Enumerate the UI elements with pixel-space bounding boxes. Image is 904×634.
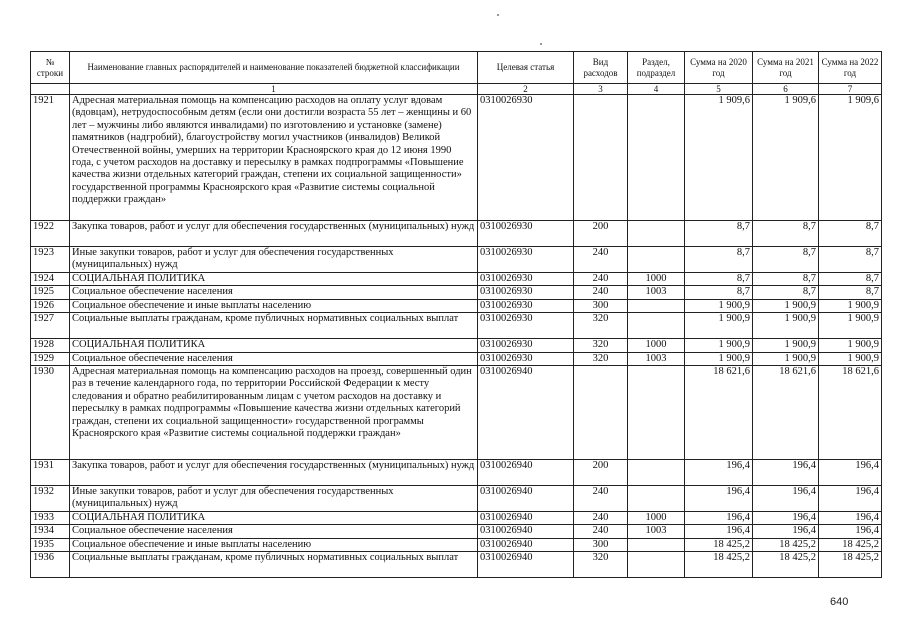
- scan-speck: [497, 14, 499, 16]
- budget-sheet: [30, 51, 881, 578]
- target-article: 0310026930: [478, 247, 574, 273]
- sum-2022: 8,7: [819, 221, 882, 247]
- table-row: [31, 339, 882, 352]
- row-number: 1932: [31, 486, 70, 512]
- row-number: 1926: [31, 299, 70, 312]
- column-number: 3: [574, 84, 628, 95]
- sum-2021: 196,4: [753, 525, 819, 538]
- sum-2020: 1 900,9: [685, 352, 753, 365]
- section-code: 1003: [628, 525, 685, 538]
- section-code: 1003: [628, 352, 685, 365]
- expense-type: 320: [574, 313, 628, 339]
- sum-2021: 8,7: [753, 221, 819, 247]
- sum-2022: 196,4: [819, 460, 882, 486]
- expense-type: 240: [574, 525, 628, 538]
- table-header-row: [31, 52, 882, 84]
- scan-speck: [540, 43, 542, 45]
- sum-2021: 196,4: [753, 486, 819, 512]
- table-row: [31, 299, 882, 312]
- row-number: 1933: [31, 512, 70, 525]
- sum-2021: 1 900,9: [753, 339, 819, 352]
- target-article: 0310026930: [478, 352, 574, 365]
- row-number: 1928: [31, 339, 70, 352]
- header-name: Наименование главных распорядителей и наименование показателей бюджетной классификации: [70, 52, 478, 84]
- section-code: [628, 486, 685, 512]
- column-number: [31, 84, 70, 95]
- row-name: Иные закупки товаров, работ и услуг для обеспечения государственных (муниципальных) нужд: [70, 486, 478, 512]
- sum-2020: 196,4: [685, 460, 753, 486]
- expense-type: 240: [574, 247, 628, 273]
- row-name: СОЦИАЛЬНАЯ ПОЛИТИКА: [70, 512, 478, 525]
- sum-2020: 18 621,6: [685, 366, 753, 460]
- section-code: [628, 313, 685, 339]
- sum-2022: 1 900,9: [819, 352, 882, 365]
- target-article: 0310026940: [478, 525, 574, 538]
- row-number: 1927: [31, 313, 70, 339]
- sum-2020: 8,7: [685, 286, 753, 299]
- table-row: [31, 313, 882, 339]
- sum-2022: 1 909,6: [819, 95, 882, 221]
- table-row: [31, 366, 882, 460]
- section-code: 1000: [628, 512, 685, 525]
- row-name: СОЦИАЛЬНАЯ ПОЛИТИКА: [70, 273, 478, 286]
- sum-2022: 8,7: [819, 247, 882, 273]
- target-article: 0310026940: [478, 552, 574, 578]
- row-name: Социальные выплаты гражданам, кроме публичных нормативных социальных выплат: [70, 552, 478, 578]
- table-row: [31, 552, 882, 578]
- target-article: 0310026930: [478, 286, 574, 299]
- row-name: Социальные выплаты гражданам, кроме публичных нормативных социальных выплат: [70, 313, 478, 339]
- target-article: 0310026930: [478, 273, 574, 286]
- table-row: [31, 221, 882, 247]
- target-article: 0310026930: [478, 313, 574, 339]
- sum-2020: 1 909,6: [685, 95, 753, 221]
- expense-type: [574, 366, 628, 460]
- sum-2021: 18 425,2: [753, 552, 819, 578]
- table-row: [31, 538, 882, 551]
- row-number: 1924: [31, 273, 70, 286]
- expense-type: 300: [574, 299, 628, 312]
- column-number: 6: [753, 84, 819, 95]
- target-article: 0310026930: [478, 221, 574, 247]
- row-number: 1936: [31, 552, 70, 578]
- header-target-article: Целевая статья: [478, 52, 574, 84]
- header-sum-2020: Сумма на 2020 год: [685, 52, 753, 84]
- row-name: СОЦИАЛЬНАЯ ПОЛИТИКА: [70, 339, 478, 352]
- sum-2021: 1 900,9: [753, 313, 819, 339]
- target-article: 0310026930: [478, 339, 574, 352]
- column-number: 7: [819, 84, 882, 95]
- header-row-number: № строки: [31, 52, 70, 84]
- row-name: Социальное обеспечение населения: [70, 286, 478, 299]
- section-code: 1000: [628, 339, 685, 352]
- section-code: [628, 95, 685, 221]
- expense-type: 320: [574, 352, 628, 365]
- sum-2020: 8,7: [685, 247, 753, 273]
- sum-2022: 8,7: [819, 273, 882, 286]
- sum-2020: 196,4: [685, 512, 753, 525]
- sum-2021: 8,7: [753, 286, 819, 299]
- section-code: [628, 552, 685, 578]
- row-name: Социальное обеспечение и иные выплаты населению: [70, 538, 478, 551]
- section-code: 1003: [628, 286, 685, 299]
- sum-2022: 18 621,6: [819, 366, 882, 460]
- sum-2020: 8,7: [685, 273, 753, 286]
- sum-2021: 1 909,6: [753, 95, 819, 221]
- section-code: [628, 221, 685, 247]
- sum-2022: 8,7: [819, 286, 882, 299]
- table-row: [31, 247, 882, 273]
- target-article: 0310026940: [478, 486, 574, 512]
- sum-2021: 18 621,6: [753, 366, 819, 460]
- sum-2020: 8,7: [685, 221, 753, 247]
- row-number: 1935: [31, 538, 70, 551]
- row-number: 1929: [31, 352, 70, 365]
- row-name: Иные закупки товаров, работ и услуг для обеспечения государственных (муниципальных) нужд: [70, 247, 478, 273]
- row-number: 1921: [31, 95, 70, 221]
- row-number: 1930: [31, 366, 70, 460]
- sum-2020: 18 425,2: [685, 552, 753, 578]
- row-name: Социальное обеспечение населения: [70, 352, 478, 365]
- section-code: [628, 366, 685, 460]
- sum-2021: 196,4: [753, 512, 819, 525]
- target-article: 0310026930: [478, 299, 574, 312]
- row-name: Закупка товаров, работ и услуг для обеспечения государственных (муниципальных) нужд: [70, 460, 478, 486]
- sum-2022: 196,4: [819, 486, 882, 512]
- table-body: [31, 84, 882, 578]
- table-row: [31, 286, 882, 299]
- row-number: 1923: [31, 247, 70, 273]
- sum-2022: 196,4: [819, 525, 882, 538]
- table-row: [31, 273, 882, 286]
- header-sum-2021: Сумма на 2021 год: [753, 52, 819, 84]
- target-article: 0310026940: [478, 366, 574, 460]
- table-row: [31, 352, 882, 365]
- row-name: Социальное обеспечение населения: [70, 525, 478, 538]
- sum-2020: 1 900,9: [685, 339, 753, 352]
- sum-2022: 18 425,2: [819, 538, 882, 551]
- sum-2021: 18 425,2: [753, 538, 819, 551]
- sum-2021: 1 900,9: [753, 299, 819, 312]
- header-section: Раздел, подраздел: [628, 52, 685, 84]
- header-expense-type: Вид расходов: [574, 52, 628, 84]
- table-row: [31, 512, 882, 525]
- table-row: [31, 95, 882, 221]
- section-code: [628, 247, 685, 273]
- expense-type: 300: [574, 538, 628, 551]
- table-row: [31, 486, 882, 512]
- expense-type: [574, 95, 628, 221]
- row-number: 1925: [31, 286, 70, 299]
- sum-2020: 196,4: [685, 486, 753, 512]
- sum-2020: 196,4: [685, 525, 753, 538]
- target-article: 0310026940: [478, 460, 574, 486]
- sum-2022: 1 900,9: [819, 299, 882, 312]
- row-name: Адресная материальная помощь на компенсацию расходов на оплату услуг вдовам (вдовцам), нетрудоспособным детям (если они достигли возраста 55 лет – женщины и 60 лет – мужчины либо являются инвалидами) по изготовлению и установке (замене) памятников (надгробий), благоустройству могил участников (инвалидов) Великой Отечественной войны, умерших на территории Красноярского края до 12 июня 1990 года, с учетом расходов на доставку и пересылку в рамках подпрограммы «Повышение качества жизни отдельных категорий граждан, степени их социальной защищенности» государственной программы Красноярского края «Развитие системы социальной поддержки граждан»: [70, 95, 478, 221]
- column-number: 1: [70, 84, 478, 95]
- row-number: 1922: [31, 221, 70, 247]
- target-article: 0310026930: [478, 95, 574, 221]
- section-code: [628, 299, 685, 312]
- expense-type: 240: [574, 486, 628, 512]
- target-article: 0310026940: [478, 512, 574, 525]
- expense-type: 200: [574, 460, 628, 486]
- row-number: 1934: [31, 525, 70, 538]
- expense-type: 200: [574, 221, 628, 247]
- expense-type: 240: [574, 286, 628, 299]
- expense-type: 240: [574, 512, 628, 525]
- sum-2020: 1 900,9: [685, 299, 753, 312]
- expense-type: 320: [574, 339, 628, 352]
- budget-table: [30, 51, 882, 578]
- row-name: Социальное обеспечение и иные выплаты населению: [70, 299, 478, 312]
- sum-2021: 196,4: [753, 460, 819, 486]
- target-article: 0310026940: [478, 538, 574, 551]
- row-name: Закупка товаров, работ и услуг для обеспечения государственных (муниципальных) нужд: [70, 221, 478, 247]
- section-code: [628, 460, 685, 486]
- table-row: [31, 460, 882, 486]
- row-name: Адресная материальная помощь на компенсацию расходов на проезд, совершенный один раз в течение календарного года, по территории Российской Федерации к месту следования и обратно реабилитированным лицам с учетом расходов на доставку и пересылку в рамках подпрограммы «Повышение качества жизни отдельных категорий граждан, степени их социальной защищенности» государственной программы Красноярского края «Развитие системы социальной поддержки граждан»: [70, 366, 478, 460]
- column-number-row: [31, 84, 882, 95]
- header-sum-2022: Сумма на 2022 год: [819, 52, 882, 84]
- sum-2021: 8,7: [753, 273, 819, 286]
- section-code: [628, 538, 685, 551]
- sum-2021: 8,7: [753, 247, 819, 273]
- column-number: 5: [685, 84, 753, 95]
- sum-2022: 1 900,9: [819, 313, 882, 339]
- column-number: 2: [478, 84, 574, 95]
- expense-type: 240: [574, 273, 628, 286]
- page-number: 640: [830, 596, 849, 608]
- sum-2020: 18 425,2: [685, 538, 753, 551]
- column-number: 4: [628, 84, 685, 95]
- sum-2022: 18 425,2: [819, 552, 882, 578]
- expense-type: 320: [574, 552, 628, 578]
- row-number: 1931: [31, 460, 70, 486]
- sum-2020: 1 900,9: [685, 313, 753, 339]
- sum-2022: 196,4: [819, 512, 882, 525]
- section-code: 1000: [628, 273, 685, 286]
- table-row: [31, 525, 882, 538]
- sum-2021: 1 900,9: [753, 352, 819, 365]
- sum-2022: 1 900,9: [819, 339, 882, 352]
